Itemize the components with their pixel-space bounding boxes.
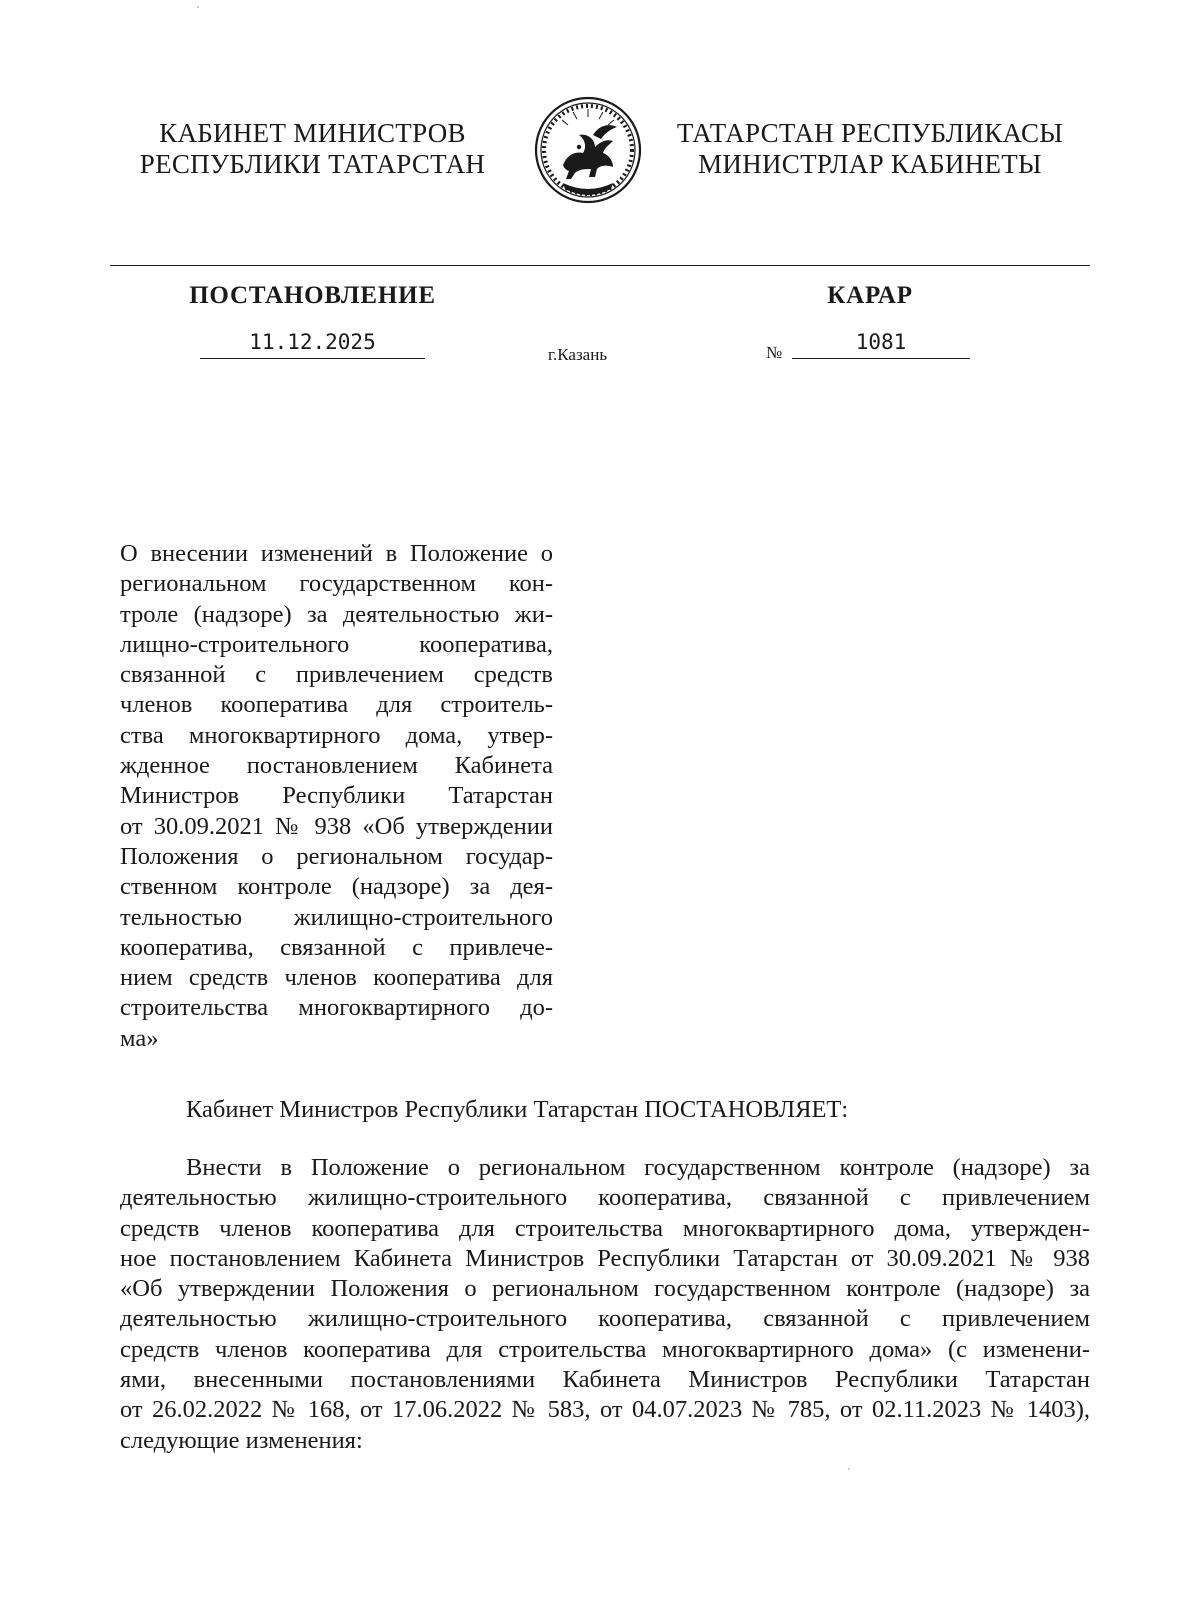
date-underline	[200, 358, 425, 359]
body-line: деятельностью жилищно-строительного кооператива, связанной с привлечением	[120, 1305, 1090, 1333]
body-line: ями, внесенными постановлениями Кабинета Министров Республики Татарстан	[120, 1366, 1090, 1394]
emblem-inscription: ТАТАРСТАН	[569, 179, 607, 191]
org-name-tatar-line2: МИНИСТРЛАР КАБИНЕТЫ	[698, 149, 1042, 179]
body-line: от 26.02.2022 № 168, от 17.06.2022 № 583, от 04.07.2023 № 785, от 02.11.2023 № 1403),	[120, 1396, 1090, 1424]
document-number: 1081	[855, 330, 907, 354]
number-underline	[792, 358, 970, 359]
title-line: лищно-строительного кооператива,	[120, 630, 553, 658]
document-title	[120, 539, 553, 1054]
header-divider	[110, 265, 1090, 266]
coat-of-arms-emblem	[533, 95, 643, 205]
title-line: членов кооператива для строитель-	[120, 691, 553, 719]
doc-type-tatar: КАРАР	[827, 282, 913, 309]
emblem-icon	[533, 95, 643, 205]
org-name-tatar-line1: ТАТАРСТАН РЕСПУБЛИКАСЫ	[676, 118, 1064, 148]
title-line: нием средств членов кооператива для	[120, 964, 553, 992]
doc-type-russian: ПОСТАНОВЛЕНИЕ	[189, 282, 436, 309]
title-line: троле (надзоре) за деятельностью жи-	[120, 600, 553, 628]
resolution-statement: Кабинет Министров Республики Татарстан ПОСТАНОВЛЯЕТ:	[186, 1096, 849, 1123]
title-line: кооператива, связанной с привлече-	[120, 933, 553, 961]
org-name-russian	[110, 118, 515, 180]
title-line: Министров Республики Татарстан	[120, 782, 553, 810]
body-line: средств членов кооператива для строительства многоквартирного дома» (с изменени-	[120, 1335, 1090, 1363]
title-line: ма»	[120, 1024, 159, 1052]
title-line: связанной с привлечением средств	[120, 661, 553, 689]
body-line: средств членов кооператива для строительства многоквартирного дома, утвержден-	[120, 1214, 1090, 1242]
body-paragraph	[120, 1153, 1090, 1456]
title-line: региональном государственном кон-	[120, 570, 553, 598]
title-line: ственном контроле (надзоре) за дея-	[120, 873, 553, 901]
title-line: от 30.09.2021 № 938 «Об утверждении	[120, 812, 553, 840]
title-line: Положения о региональном государ-	[120, 842, 553, 870]
document-city: г.Казань	[548, 345, 608, 364]
body-line: Внести в Положение о региональном государственном контроле (надзоре) за	[186, 1154, 1090, 1181]
body-line: деятельностью жилищно-строительного кооператива, связанной с привлечением	[120, 1184, 1090, 1212]
document-date: 11.12.2025	[249, 330, 376, 354]
title-line: строительства многоквартирного до-	[120, 994, 553, 1022]
org-name-russian-line1: КАБИНЕТ МИНИСТРОВ	[159, 118, 466, 148]
number-label: №	[766, 343, 783, 362]
scan-speck	[197, 6, 199, 8]
body-line: «Об утверждении Положения о региональном государственном контроле (надзоре) за	[120, 1275, 1090, 1303]
org-name-russian-line2: РЕСПУБЛИКИ ТАТАРСТАН	[139, 149, 486, 179]
body-line: ное постановлением Кабинета Министров Республики Татарстан от 30.09.2021 № 938	[120, 1244, 1090, 1272]
title-line: жденное постановлением Кабинета	[120, 752, 553, 780]
title-line: тельностью жилищно-строительного	[120, 903, 553, 931]
title-line: О внесении изменений в Положение о	[120, 540, 553, 567]
title-line: ства многоквартирного дома, утвер-	[120, 721, 553, 749]
scan-speck	[848, 1468, 850, 1470]
body-line: следующие изменения:	[120, 1426, 363, 1454]
org-name-tatar	[660, 118, 1080, 180]
